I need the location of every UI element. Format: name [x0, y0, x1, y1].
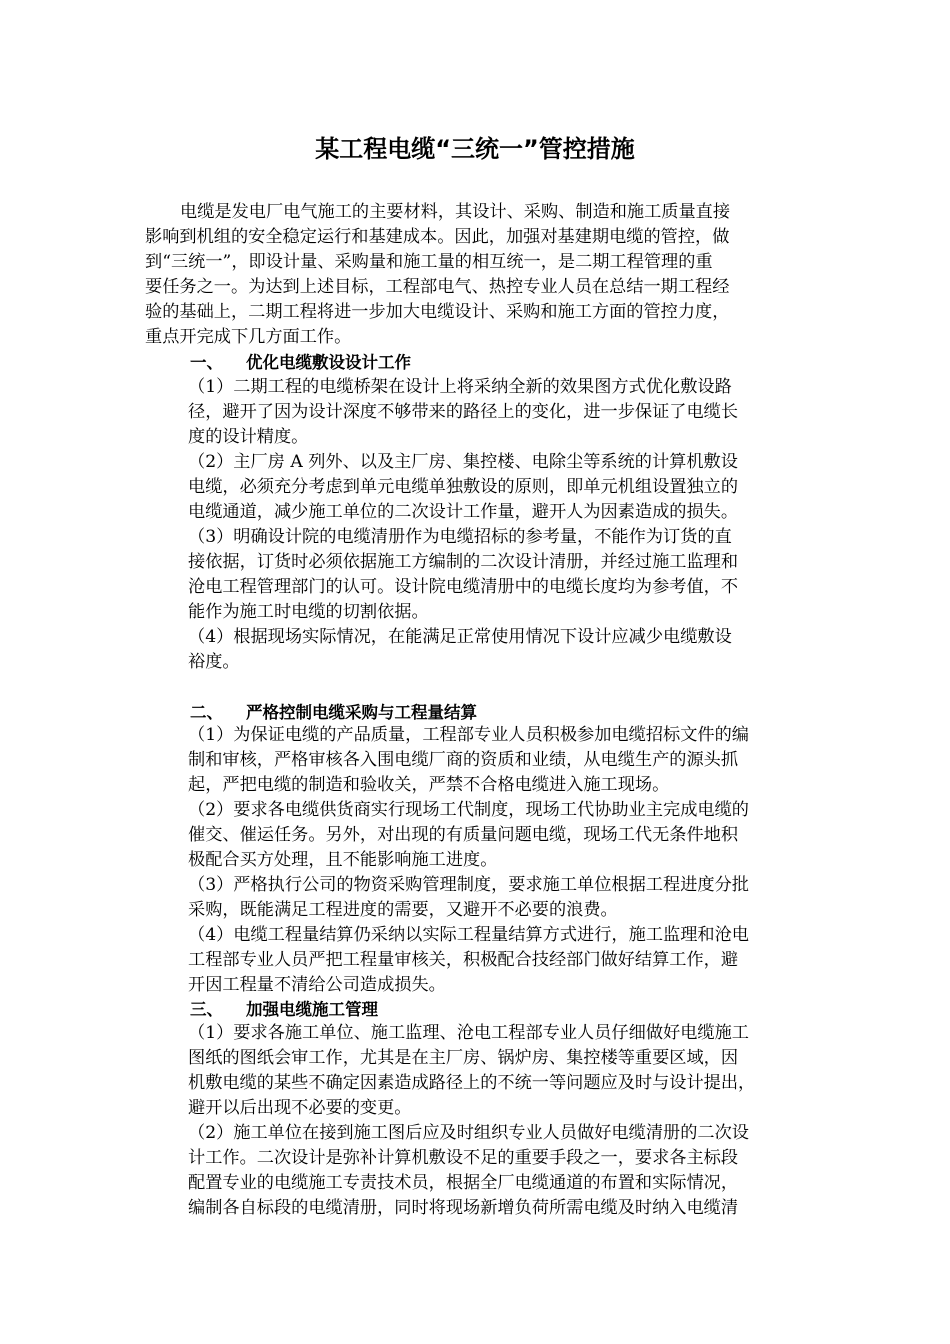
body-line: 计工作。二次设计是弥补计算机敷设不足的重要手段之一，要求各主标段: [188, 1148, 739, 1168]
section-title: 严格控制电缆采购与工程量结算: [246, 703, 477, 722]
intro-line: 到“三统一”，即设计量、采购量和施工量的相互统一，是二期工程管理的重: [145, 252, 713, 272]
section-title: 加强电缆施工管理: [246, 1000, 378, 1019]
intro-line: 要任务之一。为达到上述目标，工程部电气、热控专业人员在总结一期工程经: [145, 277, 730, 297]
body-line: 接依据，订货时必须依据施工方编制的二次设计清册，并经过施工监理和: [188, 552, 739, 572]
section-number: 三、: [190, 1000, 223, 1019]
section-title: 优化电缆敷设设计工作: [246, 353, 411, 372]
body-line: （3）明确设计院的电缆清册作为电缆招标的参考量，不能作为订货的直: [188, 527, 732, 547]
body-line: 图纸的图纸会审工作，尤其是在主厂房、锅炉房、集控楼等重要区域，因: [188, 1048, 739, 1068]
section-number: 二、: [190, 703, 223, 722]
body-line: 沧电工程管理部门的认可。设计院电缆清册中的电缆长度均为参考值，不: [188, 577, 739, 597]
body-line: 度的设计精度。: [188, 427, 309, 447]
body-line: 机敷电缆的某些不确定因素造成路径上的不统一等问题应及时与设计提出，: [188, 1073, 756, 1093]
body-line: （1）为保证电缆的产品质量，工程部专业人员积极参加电缆招标文件的编: [188, 725, 749, 745]
body-line: 极配合买方处理，且不能影响施工进度。: [188, 850, 498, 870]
intro-line: 验的基础上，二期工程将进一步加大电缆设计、采购和施工方面的管控力度，: [145, 302, 730, 322]
body-line: 电缆，必须充分考虑到单元电缆单独敷设的原则，即单元机组设置独立的: [188, 477, 739, 497]
intro-line: 影响到机组的安全稳定运行和基建成本。因此，加强对基建期电缆的管控，做: [145, 227, 730, 247]
intro-line: 电缆是发电厂电气施工的主要材料，其设计、采购、制造和施工质量直接: [180, 202, 731, 222]
document-title: 某工程电缆“三统一”管控措施: [315, 135, 635, 163]
body-line: 径，避开了因为设计深度不够带来的路径上的变化，进一步保证了电缆长: [188, 402, 739, 422]
intro-line: 重点开完成下几方面工作。: [145, 327, 352, 347]
section-heading: [190, 700, 477, 725]
body-line: （4）电缆工程量结算仍采纳以实际工程量结算方式进行，施工监理和沧电: [188, 925, 749, 945]
body-line: 开因工程量不清给公司造成损失。: [188, 975, 446, 995]
section-heading: [190, 350, 411, 375]
body-line: 起，严把电缆的制造和验收关，严禁不合格电缆进入施工现场。: [188, 775, 670, 795]
body-line: （2）主厂房 A 列外、以及主厂房、集控楼、电除尘等系统的计算机敷设: [188, 452, 738, 472]
body-line: 裕度。: [188, 652, 240, 672]
body-line: 工程部专业人员严把工程量审核关，积极配合技经部门做好结算工作，避: [188, 950, 739, 970]
body-line: （2）要求各电缆供货商实行现场工代制度，现场工代协助业主完成电缆的: [188, 800, 749, 820]
body-line: 制和审核，严格审核各入围电缆厂商的资质和业绩，从电缆生产的源头抓: [188, 750, 739, 770]
section-heading: [190, 997, 378, 1022]
body-line: （3）严格执行公司的物资采购管理制度，要求施工单位根据工程进度分批: [188, 875, 749, 895]
body-line: （2）施工单位在接到施工图后应及时组织专业人员做好电缆清册的二次设: [188, 1123, 749, 1143]
body-line: 采购，既能满足工程进度的需要，又避开不必要的浪费。: [188, 900, 618, 920]
section-number: 一、: [190, 353, 223, 372]
body-line: 电缆通道，减少施工单位的二次设计工作量，避开人为因素造成的损失。: [188, 502, 739, 522]
body-line: 配置专业的电缆施工专责技术员，根据全厂电缆通道的布置和实际情况，: [188, 1173, 739, 1193]
body-line: （1）二期工程的电缆桥架在设计上将采纳全新的效果图方式优化敷设路: [188, 377, 732, 397]
body-line: 编制各自标段的电缆清册，同时将现场新增负荷所需电缆及时纳入电缆清: [188, 1198, 739, 1218]
body-line: 催交、催运任务。另外，对出现的有质量问题电缆，现场工代无条件地积: [188, 825, 739, 845]
body-line: （4）根据现场实际情况，在能满足正常使用情况下设计应减少电缆敷设: [188, 627, 732, 647]
body-line: 避开以后出现不必要的变更。: [188, 1098, 412, 1118]
body-line: 能作为施工时电缆的切割依据。: [188, 602, 429, 622]
body-line: （1）要求各施工单位、施工监理、沧电工程部专业人员仔细做好电缆施工: [188, 1023, 749, 1043]
